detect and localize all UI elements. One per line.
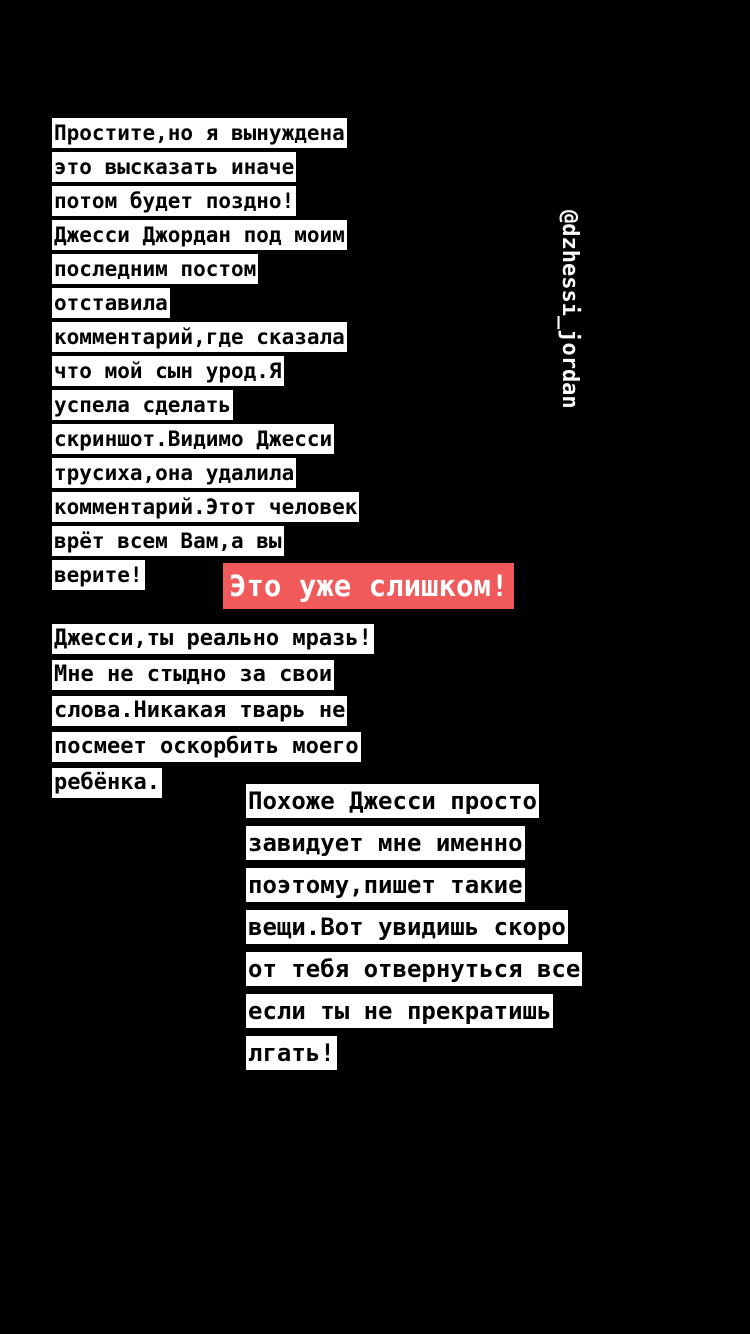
caption-block-1 (52, 118, 359, 594)
caption-line: если ты не прекратишь (246, 994, 553, 1028)
caption-line: успела сделать (52, 390, 233, 420)
caption-line: комментарий.Этот человек (52, 492, 359, 522)
caption-block-2 (52, 624, 374, 804)
caption-line: от тебя отвернуться все (246, 952, 582, 986)
caption-line: Мне не стыдно за свои (52, 660, 334, 690)
caption-line: Простите,но я вынуждена (52, 118, 347, 148)
caption-line: слова.Никакая тварь не (52, 696, 347, 726)
caption-line: поэтому,пишет такие (246, 868, 525, 902)
caption-line: вещи.Вот увидишь скоро (246, 910, 568, 944)
caption-line: врёт всем Вам,а вы (52, 526, 284, 556)
caption-block-3 (246, 784, 582, 1078)
caption-line: что мой сын урод.Я (52, 356, 284, 386)
caption-line: скриншот.Видимо Джесси (52, 424, 334, 454)
caption-line: последним постом (52, 254, 258, 284)
caption-line: посмеет оскорбить моего (52, 732, 361, 762)
caption-line: завидует мне именно (246, 826, 525, 860)
caption-line: трусиха,она удалила (52, 458, 296, 488)
highlight-sticker: Это уже слишком! (223, 563, 514, 609)
caption-line: Похоже Джесси просто (246, 784, 539, 818)
caption-line: это высказать иначе (52, 152, 296, 182)
username-mention[interactable]: @dzhessi_jordan (557, 210, 582, 409)
caption-line: ребёнка. (52, 768, 162, 798)
caption-line: Джесси,ты реально мразь! (52, 624, 374, 654)
caption-line: лгать! (246, 1036, 337, 1070)
caption-line: потом будет поздно! (52, 186, 296, 216)
caption-line: Джесси Джордан под моим (52, 220, 347, 250)
caption-line: верите! (52, 560, 145, 590)
caption-line: комментарий,где сказала (52, 322, 347, 352)
caption-line: отставила (52, 288, 170, 318)
